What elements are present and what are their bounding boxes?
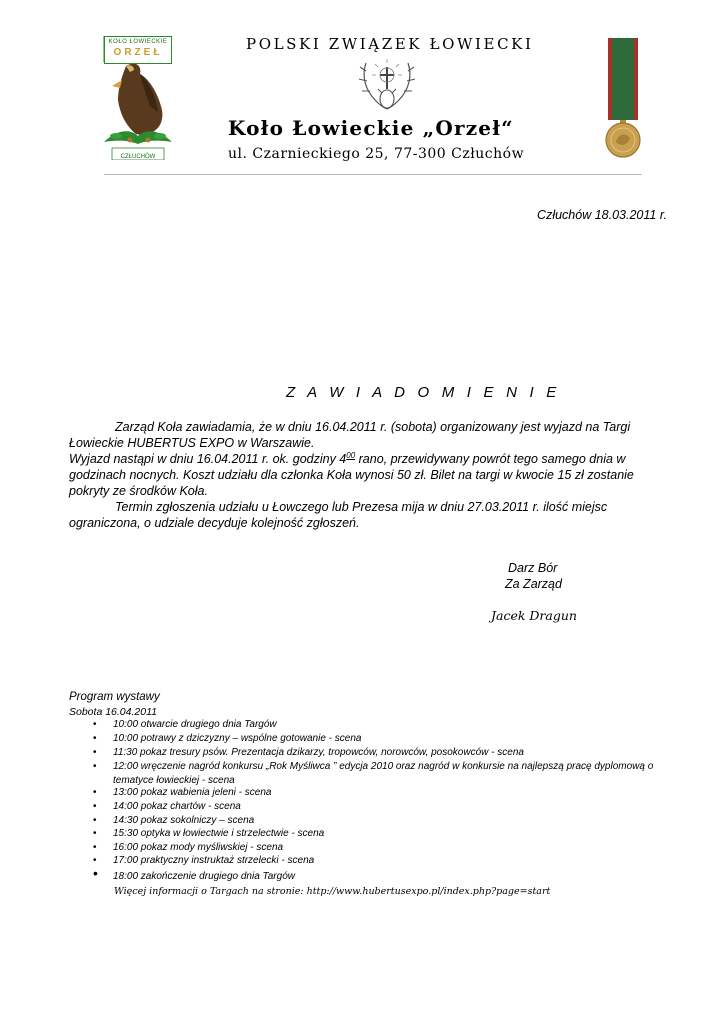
paragraph-departure-text-a: Wyjazd nastąpi w dniu 16.04.2011 r. ok. godziny 4 [69, 452, 347, 466]
list-item [93, 800, 673, 814]
program-item-text: 15:30 optyka w łowiectwie i strzelectwie - scena [113, 828, 325, 839]
place-date: Człuchów 18.03.2011 r. [537, 208, 667, 222]
logo-name: ORZEŁ [113, 47, 163, 58]
program-item-text: 11:30 pokaz tresury psów. Prezentacja dzikarzy, tropowców, norowców, posokowców - scena [113, 747, 524, 758]
organization-name: POLSKI ZWIĄZEK ŁOWIECKI [246, 35, 534, 53]
bullet-icon: • [93, 801, 97, 812]
logo-banner [104, 36, 172, 64]
program-item-text: 16:00 pokaz mody myśliwskiej - scena [113, 842, 284, 853]
list-item [93, 854, 673, 868]
program-item-text: 18:00 zakończenie drugiego dnia Targów [113, 871, 295, 882]
program-item-text: 13:00 pokaz wabienia jeleni - scena [113, 787, 272, 798]
medal-icon [600, 36, 646, 160]
program-date: Sobota 16.04.2011 [69, 706, 157, 718]
list-item [93, 760, 673, 787]
bullet-icon: • [93, 855, 97, 866]
bullet-icon: • [93, 815, 97, 826]
program-item-text: 10:00 potrawy z dziczyzny – wspólne gotowanie - scena [113, 733, 362, 744]
paragraph-deadline-text: Termin zgłoszenia udziału u Łowczego lub Prezesa mija w dniu 27.03.2011 r. ilość miejsc ograniczona, o udziale decyduje kolejność zgłoszeń. [69, 500, 608, 530]
document-title: Z A W I A D O M I E N I E [286, 384, 561, 401]
bullet-icon: • [93, 842, 97, 853]
list-item [93, 732, 673, 746]
list-item [93, 814, 673, 828]
bullet-icon: • [93, 719, 97, 730]
list-item [93, 841, 673, 855]
program-item-text: 12:00 wręczenie nagród konkursu „Rok Myśliwca ” edycja 2010 oraz nagród w konkursie na najlepszą pracę dyplomową o tematyce łowieckiej - scena [113, 761, 654, 786]
program-title: Program wystawy [69, 691, 160, 703]
bullet-icon: • [93, 787, 97, 798]
club-name: Koło Łowieckie „Orzeł“ [228, 116, 514, 140]
bullet-icon: • [93, 733, 97, 744]
signature-greeting: Darz Bór [508, 561, 558, 575]
paragraph-departure-text-b: rano, przewidywany powrót tego samego dnia w godzinach nocnych. Koszt udziału dla członka Koła wynosi 50 zł. Bilet na targi w kwocie 15 zł zostanie pokryty ze środków Koła. [69, 452, 634, 498]
club-logo [96, 36, 180, 160]
program-item-text: 17:00 praktyczny instruktaż strzelecki - scena [113, 855, 315, 866]
paragraph-departure [69, 451, 669, 499]
logo-bottom-text: CZŁUCHÓW [120, 154, 156, 160]
paragraph-announcement-text: Zarząd Koła zawiadamia, że w dniu 16.04.2011 r. (sobota) organizowany jest wyjazd na Targi Łowieckie HUBERTUS EXPO w Warszawie. [69, 420, 631, 450]
paragraph-announcement [69, 419, 669, 451]
bullet-icon: • [93, 761, 97, 772]
bullet-icon: • [93, 747, 97, 758]
header-divider [104, 174, 642, 175]
paragraph-deadline [69, 499, 669, 531]
more-info-link-text: Więcej informacji o Targach na stronie: http://www.hubertusexpo.pl/index.php?page=start [114, 886, 551, 897]
club-address: ul. Czarnieckiego 25, 77-300 Człuchów [228, 146, 525, 162]
list-item [93, 746, 673, 760]
signature-name: Jacek Dragun [491, 608, 577, 623]
program-item-text: 14:00 pokaz chartów - scena [113, 801, 241, 812]
program-item-text: 10:00 otwarcie drugiego dnia Targów [113, 719, 277, 730]
logo-top-text: KOŁO ŁOWIECKIE [108, 39, 168, 45]
bullet-icon: • [93, 865, 98, 881]
program-item-text: 14:30 pokaz sokolniczy – scena [113, 815, 255, 826]
list-item [93, 865, 673, 884]
signature-role: Za Zarząd [505, 577, 562, 591]
hunting-emblem-icon [356, 57, 418, 117]
list-item [93, 786, 673, 800]
bullet-icon: • [93, 828, 97, 839]
list-item [93, 718, 673, 732]
list-item [93, 827, 673, 841]
departure-time-superscript: 00 [346, 450, 356, 460]
